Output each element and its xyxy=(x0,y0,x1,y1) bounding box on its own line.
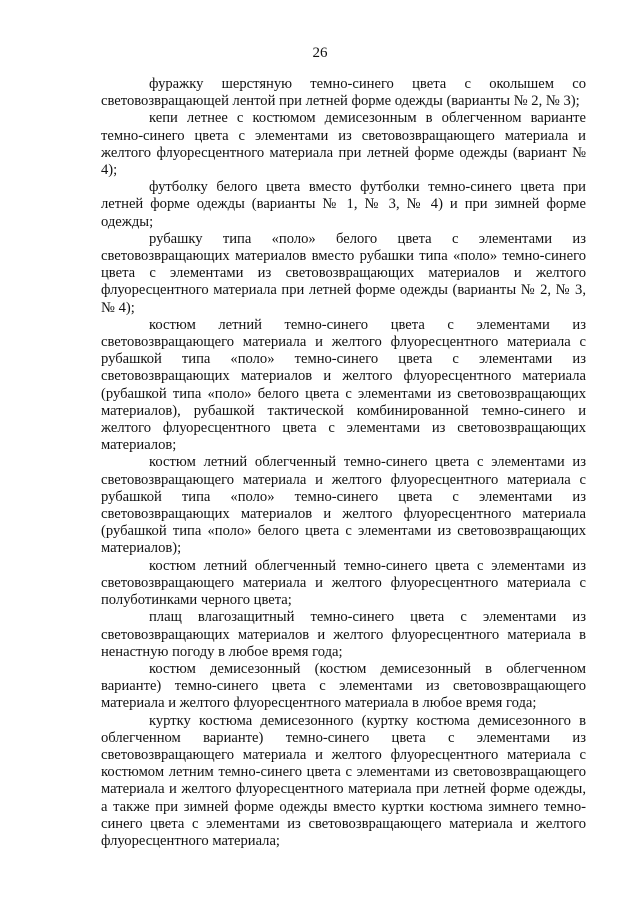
document-body xyxy=(101,76,586,850)
paragraph-cap: фуражку шерстяную темно-синего цвета с околышем со световозвращающей лентой при летней форме одежды (варианты № 2, № 3); xyxy=(101,76,586,110)
paragraph-summer-cap: кепи летнее с костюмом демисезонным в облегченном варианте темно-синего цвета с элементами из световозвращающего материала и желтого флуоресцентного материала при летней форме одежды (вариант № 4); xyxy=(101,110,586,179)
paragraph-light-summer-suit: костюм летний облегченный темно-синего цвета с элементами из световозвращающего материала и желтого флуоресцентного материала с рубашкой типа «поло» темно-синего цвета с элементами из световозвращающих материалов и желтого флуоресцентного материала (рубашкой типа «поло» белого цвета с элементами из световозвращающих материалов); xyxy=(101,454,586,557)
paragraph-white-tshirt: футболку белого цвета вместо футболки темно-синего цвета при летней форме одежды (варианты № 1, № 3, № 4) и при зимней форме одежды; xyxy=(101,179,586,230)
paragraph-polo-shirt: рубашку типа «поло» белого цвета с элементами из световозвращающих материалов вместо рубашки типа «поло» темно-синего цвета с элементами из световозвращающих материалов и желтого флуоресцентного материала при летней форме одежды (варианты № 2, № 3, № 4); xyxy=(101,230,586,316)
page-number: 26 xyxy=(312,45,328,61)
paragraph-summer-suit: костюм летний темно-синего цвета с элементами из световозвращающего материала и желтого флуоресцентного материала с рубашкой типа «поло» темно-синего цвета с элементами из световозвращающих материалов и желтого флуоресцентного материала (рубашкой типа «поло» белого цвета с элементами из световозвращающих материалов), рубашкой тактической комбинированной темно-синего и желтого флуоресцентного цвета с элементами из световозвращающих материалов; xyxy=(101,316,586,454)
paragraph-light-summer-suit-shoes: костюм летний облегченный темно-синего цвета с элементами из световозвращающего материала и желтого флуоресцентного материала с полуботинками черного цвета; xyxy=(101,557,586,609)
paragraph-demiseason-jacket: куртку костюма демисезонного (куртку костюма демисезонного в облегченном варианте) темно-синего цвета с элементами из световозвращающего материала и желтого флуоресцентного материала с костюмом летним темно-синего цвета с элементами из световозвращающего материала и желтого флуоресцентного материала при летней форме одежды, а также при зимней форме одежды вместо куртки костюма зимнего темно-синего цвета с элементами из световозвращающего материала и желтого флуоресцентного материала; xyxy=(101,712,586,849)
paragraph-raincoat: плащ влагозащитный темно-синего цвета с элементами из световозвращающих материалов и желтого флуоресцентного материала в ненастную погоду в любое время года; xyxy=(101,609,586,660)
paragraph-demiseason-suit: костюм демисезонный (костюм демисезонный в облегченном варианте) темно-синего цвета с элементами из световозвращающего материала и желтого флуоресцентного материала в любое время года; xyxy=(101,660,586,712)
